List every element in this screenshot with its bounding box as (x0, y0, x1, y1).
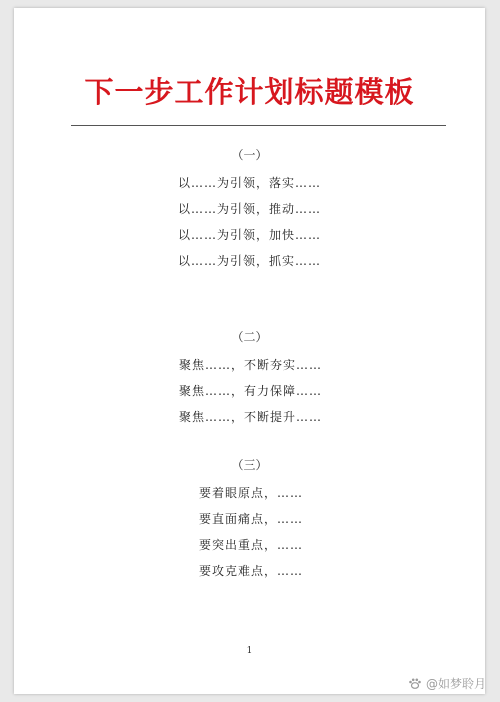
document-page (14, 8, 485, 694)
watermark (408, 675, 486, 692)
section-2 (14, 326, 485, 430)
section-3 (14, 454, 485, 584)
section-line: 要直面痛点，…… (199, 512, 304, 526)
section-line: 以……为引领，落实…… (178, 176, 322, 190)
section-line: 聚焦……，有力保障…… (179, 384, 323, 398)
document-title: 下一步工作计划标题模板 (84, 75, 415, 109)
section-heading: （一） (231, 148, 268, 162)
section-line: 聚焦……，不断提升…… (179, 410, 323, 424)
section-heading: （三） (231, 458, 268, 472)
watermark-text: @如梦聆月 (425, 677, 486, 691)
section-heading: （二） (231, 330, 268, 344)
section-line: 要着眼原点，…… (199, 486, 304, 500)
section-line: 以……为引领，抓实…… (178, 254, 322, 268)
paw-logo-icon (408, 678, 422, 689)
page-number: 1 (246, 646, 253, 656)
section-line: 以……为引领，加快…… (178, 228, 322, 242)
section-line: 以……为引领，推动…… (178, 202, 322, 216)
section-line: 要攻克难点，…… (199, 564, 304, 578)
section-1 (14, 144, 485, 274)
section-line: 要突出重点，…… (199, 538, 304, 552)
title-divider (71, 125, 446, 126)
section-line: 聚焦……，不断夯实…… (179, 358, 323, 372)
